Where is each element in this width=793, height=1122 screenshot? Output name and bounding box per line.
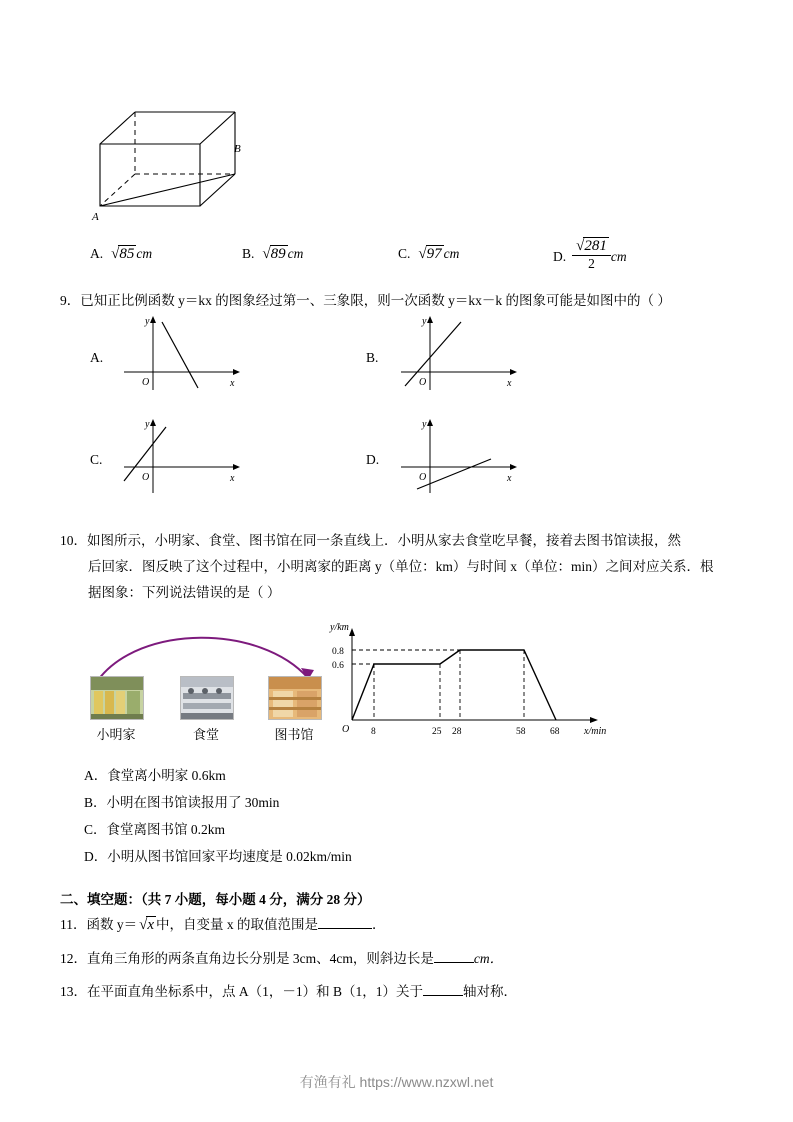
- q10-stem-line1: 10．如图所示，小明家、食堂、图书馆在同一条直线上．小明从家去食堂吃早餐，接着去图书馆读报，然: [60, 533, 681, 548]
- q12-answer-blank[interactable]: [434, 962, 474, 963]
- q10-choice-b[interactable]: B．小明在图书馆读报用了 30min: [84, 795, 280, 810]
- q13-text-post: 轴对称．: [463, 984, 518, 999]
- q9-graph-a: [118, 312, 248, 398]
- svg-text:0.6: 0.6: [332, 661, 344, 671]
- svg-text:x: x: [507, 473, 512, 484]
- svg-text:25: 25: [432, 727, 442, 737]
- svg-text:8: 8: [371, 727, 376, 737]
- q10-chart: [292, 616, 622, 746]
- q10-stem-line3: 据图象：下列说法错误的是（ ）: [88, 585, 281, 600]
- q12-text-post: cm．: [473, 951, 504, 966]
- cuboid-label-a: A: [92, 211, 99, 223]
- q10-choice-d[interactable]: D．小明从图书馆回家平均速度是 0.02km/min: [84, 849, 352, 864]
- q10-stem-line2: 后回家．图反映了这个过程中，小明离家的距离 y（单位：km）与时间 x（单位：min）之间对应关系．根: [88, 559, 714, 574]
- watermark: 有渔有礼 https://www.nzxwl.net: [299, 1074, 494, 1090]
- sqrt-icon: √85: [111, 246, 135, 262]
- q10-choices: [84, 762, 724, 870]
- svg-text:x: x: [230, 378, 235, 389]
- svg-text:y/km: y/km: [330, 622, 349, 633]
- fraction: $\frac{√281}{2}$: [572, 238, 611, 272]
- q8-option-a-label: A.: [90, 246, 104, 261]
- q10-stem: [60, 528, 760, 606]
- q9-graph-d-label[interactable]: D.: [366, 452, 380, 467]
- svg-text:x/min: x/min: [584, 726, 607, 737]
- q8-option-c-unit: cm: [443, 246, 460, 261]
- section2-heading: 二、填空题：（共 7 小题，每小题 4 分，满分 28 分）: [60, 892, 371, 907]
- q8-option-a-unit: cm: [136, 246, 153, 261]
- sqrt-icon: √281: [576, 238, 607, 254]
- q10-choice-c[interactable]: C．食堂离图书馆 0.2km: [84, 822, 226, 837]
- svg-text:O: O: [142, 472, 150, 483]
- svg-text:O: O: [419, 377, 427, 388]
- sqrt-icon: √x: [139, 917, 155, 933]
- q9-graph-b: [395, 312, 525, 398]
- q8-option-d-label: D.: [553, 248, 567, 264]
- q11-answer-blank[interactable]: [318, 928, 372, 929]
- photo-canteen: [180, 676, 234, 720]
- q8-option-a[interactable]: [90, 246, 152, 263]
- section-fill-in-blanks: [60, 888, 750, 1008]
- q8-option-d[interactable]: [553, 238, 627, 272]
- cuboid-figure: [88, 96, 248, 236]
- q11-text-pre: 11．函数 y＝: [60, 917, 138, 932]
- svg-text:y: y: [422, 316, 427, 327]
- photo-library-caption: 图书馆: [274, 727, 314, 742]
- svg-text:y: y: [145, 419, 150, 430]
- sqrt-icon: √97: [418, 246, 442, 262]
- q8-option-d-unit: cm: [610, 248, 627, 264]
- q8-option-c[interactable]: [398, 246, 459, 263]
- svg-text:y: y: [422, 419, 427, 430]
- q12: [60, 942, 750, 975]
- photo-home: [90, 676, 144, 720]
- svg-text:28: 28: [452, 727, 462, 737]
- q8-option-b[interactable]: [242, 246, 303, 263]
- q13-text-pre: 13．在平面直角坐标系中，点 A（1，－1）和 B（1，1）关于: [60, 984, 424, 999]
- svg-text:58: 58: [516, 727, 526, 737]
- q11: [60, 908, 750, 942]
- sqrt-icon: √89: [262, 246, 286, 262]
- cuboid-label-b: B: [234, 143, 241, 155]
- photo-canteen-caption: 食堂: [192, 727, 219, 742]
- q9-graph-a-label[interactable]: A.: [90, 350, 104, 365]
- q8-option-b-unit: cm: [287, 246, 304, 261]
- q9-graph-c-label[interactable]: C.: [90, 452, 103, 467]
- svg-text:O: O: [419, 472, 427, 483]
- q9-graph-b-label[interactable]: B.: [366, 350, 379, 365]
- svg-text:y: y: [145, 316, 150, 327]
- q10-figure: [70, 618, 730, 758]
- q13-answer-blank[interactable]: [423, 995, 463, 996]
- svg-text:0.8: 0.8: [332, 647, 344, 657]
- q12-text-pre: 12．直角三角形的两条直角边长分别是 3cm、4cm，则斜边长是: [60, 951, 434, 966]
- svg-text:O: O: [342, 724, 350, 735]
- q11-text-end: ．: [372, 917, 386, 932]
- photo-home-caption: 小明家: [96, 727, 136, 742]
- svg-text:x: x: [507, 378, 512, 389]
- q8-option-b-label: B.: [242, 246, 255, 261]
- svg-text:O: O: [142, 377, 150, 388]
- q9-stem: 9．已知正比例函数 y＝kx 的图象经过第一、三象限，则一次函数 y＝kx－k 的图象可能是如图中的（ ）: [60, 293, 671, 308]
- q9-graph-c: [118, 415, 248, 501]
- q11-text-post: 中，自变量 x 的取值范围是: [156, 917, 319, 932]
- q9-graph-d: [395, 415, 525, 501]
- q13: [60, 975, 750, 1008]
- svg-text:x: x: [230, 473, 235, 484]
- svg-text:68: 68: [550, 727, 560, 737]
- q8-option-c-label: C.: [398, 246, 411, 261]
- q10-choice-a[interactable]: A．食堂离小明家 0.6km: [84, 768, 226, 783]
